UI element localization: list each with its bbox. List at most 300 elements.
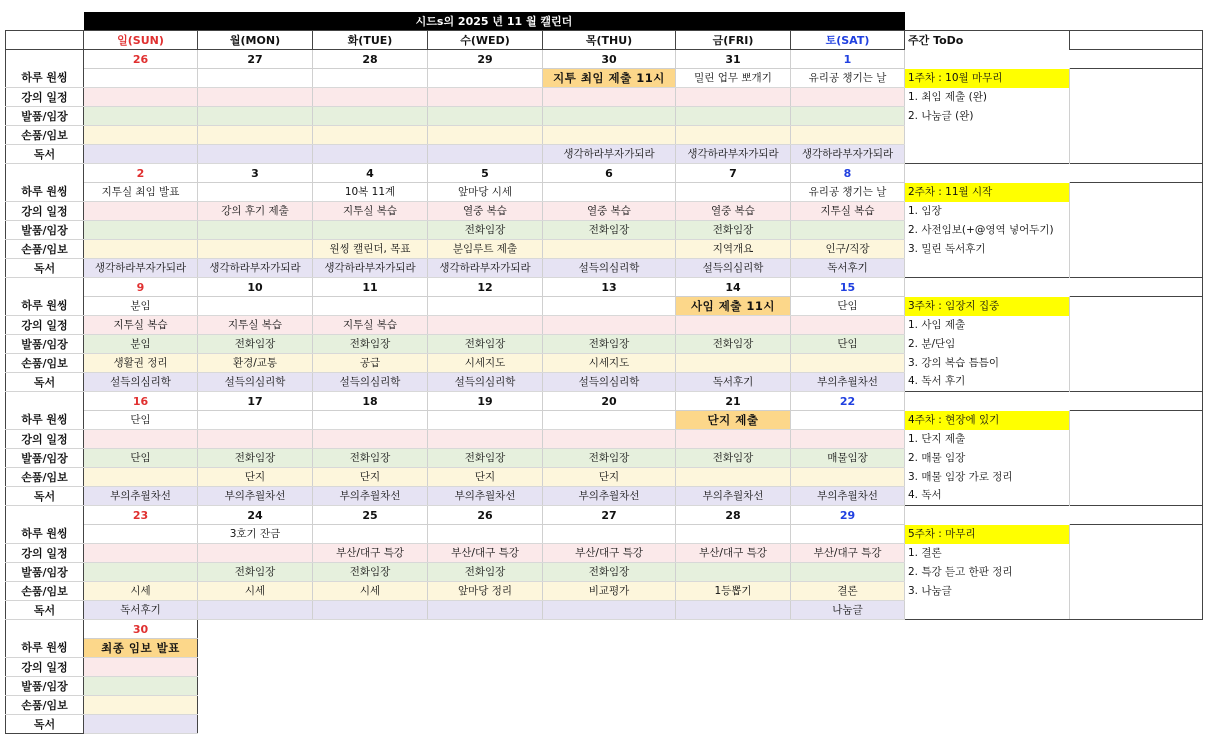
category-row [6, 449, 1203, 468]
date-number[interactable]: 2 [84, 164, 198, 183]
schedule-cell[interactable]: 전화임장 [198, 335, 313, 354]
schedule-cell[interactable]: 전화임장 [198, 563, 313, 582]
weekday-corner [6, 31, 84, 50]
schedule-cell[interactable] [791, 107, 905, 126]
weekday-fri: 금(FRI) [676, 31, 791, 50]
row-label: 손품/임보 [6, 696, 84, 715]
schedule-cell[interactable] [676, 126, 791, 145]
schedule-cell[interactable]: 부산/대구 특강 [676, 544, 791, 563]
schedule-cell[interactable]: 독서후기 [791, 259, 905, 278]
schedule-cell[interactable]: 생각하라부자가되라 [543, 145, 676, 164]
todo-spacer-extra [1070, 392, 1203, 411]
schedule-cell[interactable]: 전화임장 [428, 335, 543, 354]
schedule-cell[interactable] [84, 430, 198, 449]
row-label: 손품/임보 [6, 354, 84, 373]
schedule-cell[interactable]: 생각하라부자가되라 [791, 145, 905, 164]
todo-item[interactable]: 2. 매물 임장 [905, 449, 1070, 468]
todo-extra-cell [1070, 468, 1203, 487]
schedule-cell[interactable] [543, 126, 676, 145]
todo-extra-cell [1070, 183, 1203, 202]
schedule-cell[interactable] [84, 677, 198, 696]
category-row [6, 525, 1203, 544]
todo-item[interactable]: 1. 임장 [905, 202, 1070, 221]
date-number[interactable]: 22 [791, 392, 905, 411]
schedule-cell[interactable] [313, 601, 428, 620]
schedule-cell[interactable]: 부산/대구 특강 [313, 544, 428, 563]
schedule-cell[interactable]: 분임 [84, 297, 198, 316]
schedule-cell[interactable]: 단지 [198, 468, 313, 487]
schedule-cell[interactable] [84, 696, 198, 715]
schedule-cell[interactable] [543, 107, 676, 126]
schedule-cell[interactable]: 전화임장 [428, 221, 543, 240]
schedule-cell[interactable]: 전화임장 [313, 335, 428, 354]
schedule-cell[interactable] [676, 430, 791, 449]
schedule-cell[interactable]: 매물임장 [791, 449, 905, 468]
schedule-cell[interactable] [428, 107, 543, 126]
schedule-cell[interactable] [84, 468, 198, 487]
schedule-cell[interactable]: 1등뽑기 [676, 582, 791, 601]
schedule-cell[interactable] [313, 297, 428, 316]
todo-item[interactable] [905, 601, 1070, 620]
todo-extra-cell [1070, 411, 1203, 430]
date-number[interactable]: 3 [198, 164, 313, 183]
todo-week-heading[interactable]: 5주차 : 마무리 [905, 525, 1070, 544]
schedule-cell[interactable] [198, 544, 313, 563]
todo-item[interactable]: 2. 분/단임 [905, 335, 1070, 354]
schedule-cell[interactable] [198, 69, 313, 88]
schedule-cell[interactable]: 단임 [791, 335, 905, 354]
date-number[interactable]: 5 [428, 164, 543, 183]
schedule-cell[interactable]: 전화임장 [543, 563, 676, 582]
row-label: 독서 [6, 601, 84, 620]
schedule-cell[interactable]: 단지 [543, 468, 676, 487]
monthly-calendar [5, 12, 1203, 734]
date-number[interactable]: 14 [676, 278, 791, 297]
schedule-cell[interactable]: 전화임장 [676, 221, 791, 240]
schedule-cell[interactable] [313, 126, 428, 145]
schedule-cell[interactable] [313, 88, 428, 107]
schedule-cell[interactable] [791, 411, 905, 430]
todo-item[interactable]: 1. 사임 제출 [905, 316, 1070, 335]
schedule-cell[interactable] [313, 411, 428, 430]
schedule-cell[interactable]: 전화임장 [198, 449, 313, 468]
todo-item[interactable]: 1. 단지 제출 [905, 430, 1070, 449]
todo-item[interactable] [905, 126, 1070, 145]
date-number[interactable]: 16 [84, 392, 198, 411]
todo-item[interactable] [905, 145, 1070, 164]
todo-spacer-extra [1070, 50, 1203, 69]
schedule-cell[interactable] [84, 658, 198, 677]
date-number[interactable]: 27 [543, 506, 676, 525]
date-number[interactable]: 6 [543, 164, 676, 183]
schedule-cell[interactable] [84, 69, 198, 88]
schedule-cell[interactable] [791, 316, 905, 335]
schedule-cell[interactable]: 설득의심리학 [543, 259, 676, 278]
schedule-cell[interactable]: 유리공 챙기는 날 [791, 69, 905, 88]
todo-spacer-extra [1070, 164, 1203, 183]
schedule-cell[interactable] [543, 601, 676, 620]
schedule-cell[interactable]: 설득의심리학 [428, 373, 543, 392]
schedule-cell[interactable] [198, 145, 313, 164]
todo-item[interactable]: 4. 독서 [905, 487, 1070, 506]
schedule-cell[interactable]: 나눔글 [791, 601, 905, 620]
schedule-cell[interactable] [676, 601, 791, 620]
todo-item[interactable]: 4. 독서 후기 [905, 373, 1070, 392]
schedule-cell[interactable] [198, 221, 313, 240]
schedule-cell[interactable]: 열중 복습 [543, 202, 676, 221]
todo-item[interactable] [905, 259, 1070, 278]
schedule-cell[interactable]: 설득의심리학 [84, 373, 198, 392]
schedule-cell[interactable]: 지투실 복습 [791, 202, 905, 221]
schedule-cell[interactable]: 시세 [84, 582, 198, 601]
schedule-cell[interactable] [84, 145, 198, 164]
schedule-cell[interactable]: 부산/대구 특강 [791, 544, 905, 563]
date-number[interactable]: 24 [198, 506, 313, 525]
schedule-cell[interactable]: 전화임장 [543, 449, 676, 468]
date-number[interactable]: 26 [428, 506, 543, 525]
category-row [6, 468, 1203, 487]
schedule-cell[interactable] [428, 297, 543, 316]
date-number[interactable]: 29 [791, 506, 905, 525]
schedule-cell[interactable] [198, 240, 313, 259]
schedule-cell[interactable] [676, 525, 791, 544]
todo-item[interactable]: 3. 강의 복습 틈틈이 [905, 354, 1070, 373]
row-label: 하루 원씽 [6, 183, 84, 202]
schedule-cell[interactable] [791, 563, 905, 582]
schedule-cell[interactable]: 인구/직장 [791, 240, 905, 259]
category-row [6, 715, 1203, 734]
todo-spacer-extra [1070, 506, 1203, 525]
todo-spacer [905, 50, 1070, 69]
schedule-cell[interactable] [543, 297, 676, 316]
schedule-cell[interactable] [791, 468, 905, 487]
schedule-cell[interactable] [791, 221, 905, 240]
row-label: 강의 일정 [6, 544, 84, 563]
row-label: 발품/임장 [6, 107, 84, 126]
schedule-cell[interactable] [676, 107, 791, 126]
schedule-cell[interactable]: 강의 후기 제출 [198, 202, 313, 221]
schedule-cell[interactable] [428, 430, 543, 449]
schedule-cell[interactable]: 부의추월차선 [791, 487, 905, 506]
todo-extra-cell [1070, 582, 1203, 601]
schedule-cell[interactable]: 설득의심리학 [313, 373, 428, 392]
category-row [6, 487, 1203, 506]
date-number[interactable]: 13 [543, 278, 676, 297]
schedule-cell[interactable]: 시세 [313, 582, 428, 601]
schedule-cell[interactable]: 독서후기 [84, 601, 198, 620]
schedule-cell[interactable] [543, 525, 676, 544]
schedule-cell[interactable] [84, 126, 198, 145]
date-number[interactable]: 27 [198, 50, 313, 69]
schedule-cell[interactable] [198, 183, 313, 202]
todo-item[interactable]: 1. 최임 제출 (완) [905, 88, 1070, 107]
schedule-cell[interactable]: 전화임장 [676, 335, 791, 354]
todo-extra-cell [1070, 373, 1203, 392]
schedule-cell[interactable]: 시세지도 [543, 354, 676, 373]
calendar-title: 시드s의 2025 년 11 월 캘린더 [84, 12, 905, 31]
schedule-cell[interactable] [84, 544, 198, 563]
schedule-cell[interactable] [84, 202, 198, 221]
category-row [6, 544, 1203, 563]
schedule-cell[interactable]: 부의추월차선 [313, 487, 428, 506]
schedule-cell[interactable]: 지투실 복습 [198, 316, 313, 335]
todo-item[interactable]: 2. 나눔글 (완) [905, 107, 1070, 126]
schedule-cell[interactable]: 전화임장 [428, 563, 543, 582]
schedule-cell[interactable] [313, 430, 428, 449]
date-number[interactable]: 7 [676, 164, 791, 183]
todo-item[interactable]: 2. 사전임보(+@영역 넣어두기) [905, 221, 1070, 240]
date-number[interactable]: 19 [428, 392, 543, 411]
category-row [6, 354, 1203, 373]
schedule-cell[interactable]: 비교평가 [543, 582, 676, 601]
todo-spacer [905, 164, 1070, 183]
schedule-cell[interactable] [198, 297, 313, 316]
schedule-cell[interactable]: 설득의심리학 [543, 373, 676, 392]
date-number[interactable]: 30 [543, 50, 676, 69]
row-label: 하루 원씽 [6, 297, 84, 316]
date-number[interactable]: 31 [676, 50, 791, 69]
schedule-cell[interactable]: 시세지도 [428, 354, 543, 373]
row-label: 강의 일정 [6, 88, 84, 107]
schedule-cell[interactable] [84, 107, 198, 126]
date-number[interactable]: 10 [198, 278, 313, 297]
weekday-sat: 토(SAT) [791, 31, 905, 50]
schedule-cell[interactable] [791, 354, 905, 373]
schedule-cell[interactable] [676, 88, 791, 107]
schedule-cell[interactable] [198, 88, 313, 107]
category-row [6, 411, 1203, 430]
date-number[interactable]: 28 [313, 50, 428, 69]
schedule-cell[interactable]: 전화임장 [543, 221, 676, 240]
schedule-cell[interactable] [543, 88, 676, 107]
date-row [6, 620, 1203, 639]
schedule-cell[interactable]: 단지 제출 [676, 411, 791, 430]
schedule-cell[interactable] [198, 430, 313, 449]
schedule-cell[interactable]: 부의추월차선 [428, 487, 543, 506]
todo-item[interactable]: 3. 나눔글 [905, 582, 1070, 601]
row-label: 독서 [6, 373, 84, 392]
schedule-cell[interactable] [428, 88, 543, 107]
date-number[interactable]: 8 [791, 164, 905, 183]
schedule-cell[interactable] [428, 525, 543, 544]
schedule-cell[interactable]: 부산/대구 특강 [428, 544, 543, 563]
schedule-cell[interactable]: 앞마당 정리 [428, 582, 543, 601]
date-number[interactable]: 25 [313, 506, 428, 525]
schedule-cell[interactable]: 최종 임보 발표 [84, 639, 198, 658]
calendar-body [6, 50, 1203, 734]
schedule-cell[interactable]: 생각하라부자가되라 [676, 145, 791, 164]
date-number[interactable]: 30 [84, 620, 198, 639]
date-number[interactable]: 12 [428, 278, 543, 297]
schedule-cell[interactable]: 부의추월차선 [84, 487, 198, 506]
todo-extra-cell [1070, 202, 1203, 221]
schedule-cell[interactable]: 부의추월차선 [676, 487, 791, 506]
schedule-cell[interactable]: 설득의심리학 [676, 259, 791, 278]
date-number[interactable]: 18 [313, 392, 428, 411]
date-number[interactable]: 15 [791, 278, 905, 297]
date-number[interactable]: 9 [84, 278, 198, 297]
schedule-cell[interactable]: 부의추월차선 [198, 487, 313, 506]
schedule-cell[interactable] [84, 240, 198, 259]
todo-extra-cell [1070, 221, 1203, 240]
schedule-cell[interactable]: 단임 [84, 449, 198, 468]
schedule-cell[interactable]: 전화임장 [428, 449, 543, 468]
schedule-cell[interactable]: 유리공 챙기는 날 [791, 183, 905, 202]
date-number[interactable]: 1 [791, 50, 905, 69]
category-row [6, 88, 1203, 107]
schedule-cell[interactable]: 생활권 정리 [84, 354, 198, 373]
todo-week-heading[interactable]: 1주차 : 10월 마무리 [905, 69, 1070, 88]
category-row [6, 221, 1203, 240]
schedule-cell[interactable] [543, 411, 676, 430]
date-row-label [6, 506, 84, 525]
schedule-cell[interactable] [543, 240, 676, 259]
schedule-cell[interactable] [676, 316, 791, 335]
schedule-cell[interactable]: 생각하라부자가되라 [198, 259, 313, 278]
todo-extra-cell [1070, 525, 1203, 544]
todo-item[interactable]: 3. 밀린 독서후기 [905, 240, 1070, 259]
schedule-cell[interactable] [676, 354, 791, 373]
schedule-cell[interactable]: 분임 [84, 335, 198, 354]
schedule-cell[interactable]: 설득의심리학 [198, 373, 313, 392]
schedule-cell[interactable] [84, 221, 198, 240]
schedule-cell[interactable]: 생각하라부자가되라 [84, 259, 198, 278]
schedule-cell[interactable] [676, 183, 791, 202]
todo-extra-cell [1070, 297, 1203, 316]
schedule-cell[interactable] [313, 69, 428, 88]
todo-item[interactable]: 3. 매물 임장 가로 정리 [905, 468, 1070, 487]
schedule-cell[interactable] [543, 430, 676, 449]
schedule-cell[interactable]: 전화임장 [313, 449, 428, 468]
schedule-cell[interactable] [313, 145, 428, 164]
date-number[interactable]: 4 [313, 164, 428, 183]
schedule-cell[interactable]: 사임 제출 11시 [676, 297, 791, 316]
todo-week-heading[interactable]: 4주차 : 현장에 있기 [905, 411, 1070, 430]
schedule-cell[interactable]: 10복 11계 [313, 183, 428, 202]
schedule-cell[interactable]: 지투실 복습 [313, 316, 428, 335]
schedule-cell[interactable] [313, 107, 428, 126]
schedule-cell[interactable]: 생각하라부자가되라 [428, 259, 543, 278]
schedule-cell[interactable]: 지역개요 [676, 240, 791, 259]
row-label: 손품/임보 [6, 126, 84, 145]
schedule-cell[interactable] [791, 126, 905, 145]
schedule-cell[interactable] [428, 601, 543, 620]
schedule-cell[interactable] [428, 316, 543, 335]
schedule-cell[interactable]: 시세 [198, 582, 313, 601]
schedule-cell[interactable]: 단지 [313, 468, 428, 487]
schedule-cell[interactable]: 단임 [84, 411, 198, 430]
schedule-cell[interactable]: 단임 [791, 297, 905, 316]
date-number[interactable]: 21 [676, 392, 791, 411]
schedule-cell[interactable] [84, 525, 198, 544]
schedule-cell[interactable] [198, 107, 313, 126]
todo-header-extra [1070, 31, 1203, 50]
schedule-cell[interactable]: 열중 복습 [676, 202, 791, 221]
date-row [6, 506, 1203, 525]
date-number[interactable]: 26 [84, 50, 198, 69]
date-number[interactable]: 29 [428, 50, 543, 69]
todo-week-heading[interactable]: 3주차 : 임장지 집중 [905, 297, 1070, 316]
schedule-cell[interactable] [84, 563, 198, 582]
schedule-cell[interactable]: 독서후기 [676, 373, 791, 392]
schedule-cell[interactable] [543, 183, 676, 202]
schedule-cell[interactable]: 지투 최임 제출 11시 [543, 69, 676, 88]
schedule-cell[interactable] [313, 221, 428, 240]
row-label: 손품/임보 [6, 582, 84, 601]
schedule-cell[interactable] [428, 145, 543, 164]
schedule-cell[interactable]: 생각하라부자가되라 [313, 259, 428, 278]
schedule-cell[interactable] [84, 88, 198, 107]
schedule-cell[interactable] [791, 525, 905, 544]
schedule-cell[interactable]: 열중 복습 [428, 202, 543, 221]
schedule-cell[interactable] [428, 126, 543, 145]
schedule-cell[interactable] [791, 88, 905, 107]
schedule-cell[interactable]: 부의추월차선 [791, 373, 905, 392]
date-number[interactable]: 23 [84, 506, 198, 525]
todo-spacer [905, 278, 1070, 297]
weekday-mon: 월(MON) [198, 31, 313, 50]
schedule-cell[interactable]: 부산/대구 특강 [543, 544, 676, 563]
schedule-cell[interactable]: 지투실 최임 발표 [84, 183, 198, 202]
title-row [6, 12, 1203, 31]
schedule-cell[interactable] [198, 411, 313, 430]
schedule-cell[interactable] [84, 715, 198, 734]
schedule-cell[interactable]: 지투실 복습 [313, 202, 428, 221]
schedule-cell[interactable]: 밀린 업무 뽀개기 [676, 69, 791, 88]
schedule-cell[interactable]: 부의추월차선 [543, 487, 676, 506]
schedule-cell[interactable]: 공급 [313, 354, 428, 373]
schedule-cell[interactable] [313, 525, 428, 544]
todo-item[interactable]: 1. 결론 [905, 544, 1070, 563]
schedule-cell[interactable] [791, 430, 905, 449]
schedule-cell[interactable]: 결론 [791, 582, 905, 601]
schedule-cell[interactable] [198, 126, 313, 145]
schedule-cell[interactable]: 단지 [428, 468, 543, 487]
row-label: 발품/임장 [6, 449, 84, 468]
schedule-cell[interactable]: 지투실 복습 [84, 316, 198, 335]
schedule-cell[interactable] [428, 411, 543, 430]
date-number[interactable]: 17 [198, 392, 313, 411]
schedule-cell[interactable]: 분임루트 제출 [428, 240, 543, 259]
date-row [6, 278, 1203, 297]
date-number[interactable]: 11 [313, 278, 428, 297]
todo-item[interactable]: 2. 특강 듣고 한판 정리 [905, 563, 1070, 582]
schedule-cell[interactable] [428, 69, 543, 88]
row-label: 하루 원씽 [6, 411, 84, 430]
date-number[interactable]: 28 [676, 506, 791, 525]
schedule-cell[interactable]: 앞마당 시세 [428, 183, 543, 202]
schedule-cell[interactable]: 3호기 잔금 [198, 525, 313, 544]
title-spacer [6, 12, 84, 31]
date-number[interactable]: 20 [543, 392, 676, 411]
category-row [6, 297, 1203, 316]
schedule-cell[interactable]: 전화임장 [543, 335, 676, 354]
schedule-cell[interactable] [676, 468, 791, 487]
schedule-cell[interactable] [198, 601, 313, 620]
schedule-cell[interactable]: 환경/교통 [198, 354, 313, 373]
schedule-cell[interactable] [676, 563, 791, 582]
schedule-cell[interactable]: 전화임장 [676, 449, 791, 468]
todo-spacer [905, 506, 1070, 525]
schedule-cell[interactable]: 원씽 캘린더, 목표 [313, 240, 428, 259]
category-row [6, 145, 1203, 164]
weekday-wed: 수(WED) [428, 31, 543, 50]
category-row [6, 639, 1203, 658]
todo-week-heading[interactable]: 2주차 : 11월 시작 [905, 183, 1070, 202]
row-label: 손품/임보 [6, 240, 84, 259]
schedule-cell[interactable]: 전화임장 [313, 563, 428, 582]
schedule-cell[interactable] [543, 316, 676, 335]
